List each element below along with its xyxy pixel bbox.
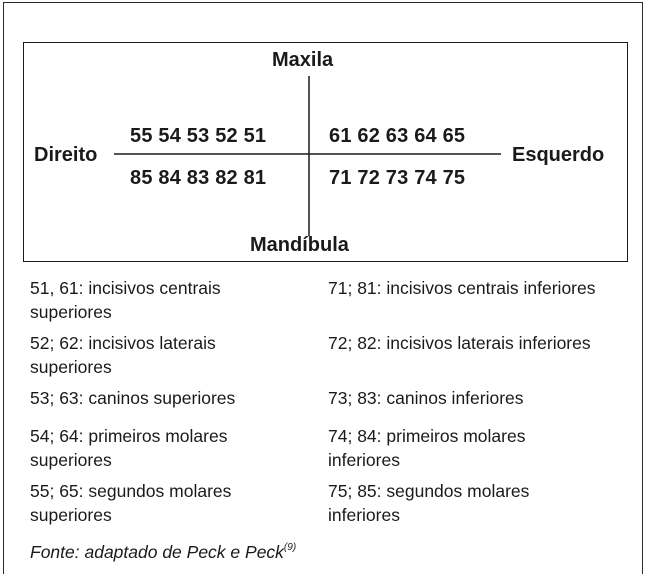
- lower-left-teeth: 71 72 73 74 75: [329, 167, 466, 189]
- source-caption: [30, 542, 296, 563]
- upper-right-teeth: 55 54 53 52 51: [130, 125, 267, 147]
- legend-item: 55; 65: segundos molares superiores: [30, 481, 232, 525]
- source-text: Fonte: adaptado de Peck e Peck: [30, 542, 284, 562]
- direito-label: Direito: [34, 144, 98, 166]
- legend-item: 52; 62: incisivos laterais superiores: [30, 333, 216, 377]
- mandibula-label: Mandíbula: [250, 234, 349, 256]
- legend-item: 54; 64: primeiros molares superiores: [30, 426, 228, 470]
- legend-item: 75; 85: segundos molares inferiores: [328, 481, 530, 525]
- upper-left-teeth: 61 62 63 64 65: [329, 125, 466, 147]
- maxila-label: Maxila: [272, 49, 334, 71]
- legend-item: 51, 61: incisivos centrais superiores: [30, 278, 221, 322]
- lower-right-teeth: 85 84 83 82 81: [130, 167, 267, 189]
- legend-item: 72; 82: incisivos laterais inferiores: [328, 333, 591, 353]
- esquerdo-label: Esquerdo: [512, 144, 605, 166]
- dental-chart: [23, 42, 628, 262]
- source-reference: (9): [283, 542, 297, 553]
- legend-item: 73; 83: caninos inferiores: [328, 388, 524, 408]
- legend-item: 71; 81: incisivos centrais inferiores: [328, 278, 596, 298]
- legend-item: 74; 84: primeiros molares inferiores: [328, 426, 526, 470]
- legend-item: 53; 63: caninos superiores: [30, 388, 236, 408]
